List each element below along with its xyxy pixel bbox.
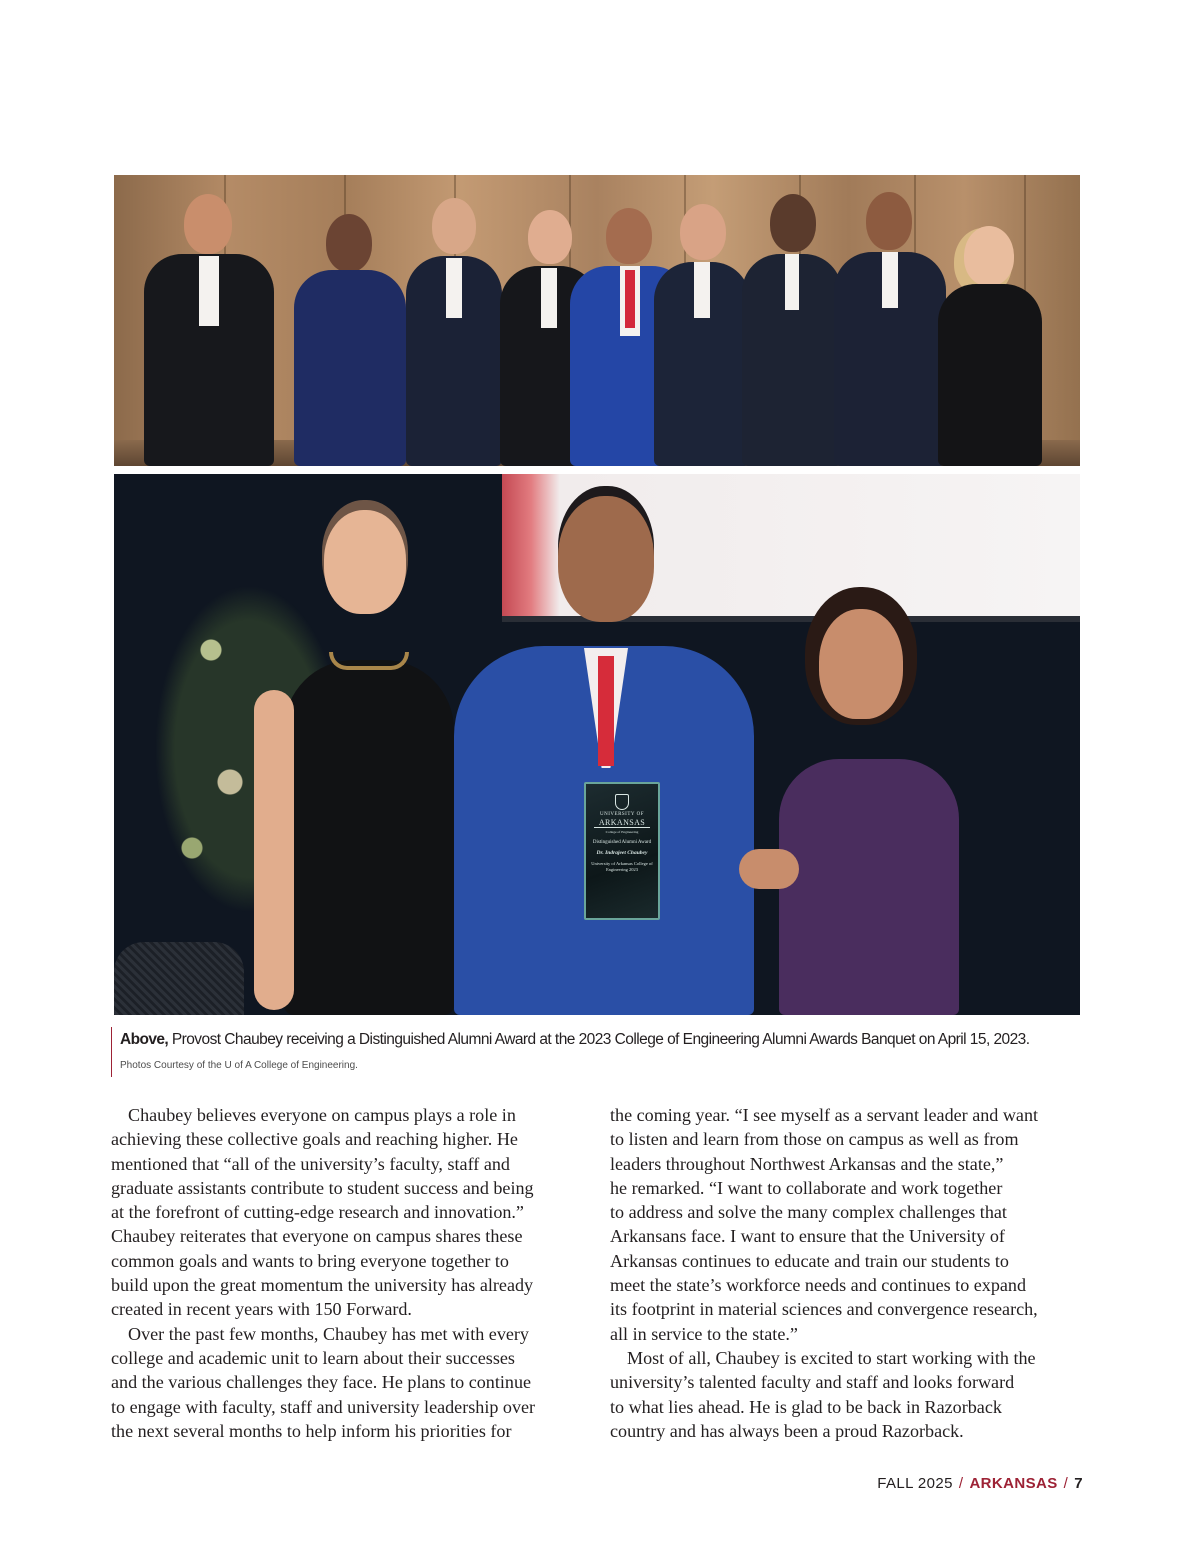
award-photo: [114, 474, 1080, 1015]
chair: [114, 942, 244, 1015]
group-person: [938, 226, 1042, 466]
caption-body: Provost Chaubey receiving a Distinguished Alumni Award at the 2023 College of Engineering Alumni Awards Banquet on April 15, 2023.: [168, 1031, 1030, 1048]
presenter-right: [739, 609, 969, 1015]
body-line: to address and solve the many complex challenges that: [610, 1202, 1007, 1223]
body-line: meet the state’s workforce needs and continues to expand: [610, 1275, 1027, 1296]
caption-text: [120, 1027, 1091, 1050]
group-person: [742, 194, 842, 466]
body-line: he remarked. “I want to collaborate and work together: [610, 1177, 1003, 1198]
presenter-left: [254, 510, 474, 1015]
body-line: college and academic unit to learn about their successes: [111, 1347, 515, 1368]
body-line: created in recent years with 150 Forward.: [111, 1299, 412, 1320]
photo-credit: Photos Courtesy of the U of A College of Engineering.: [120, 1060, 358, 1071]
body-line: Chaubey believes everyone on campus plays a role in: [128, 1105, 516, 1125]
group-person: [834, 192, 946, 466]
body-line: leaders throughout Northwest Arkansas and the state,”: [610, 1153, 1004, 1174]
plaque-recipient: Dr. Indrajeet Chaubey: [596, 850, 648, 856]
body-line: and the various challenges they face. He plans to continue: [111, 1372, 532, 1393]
group-person: [294, 214, 406, 466]
body-line: mentioned that “all of the university’s faculty, staff and: [111, 1153, 510, 1174]
body-line: common goals and wants to bring everyone together to: [111, 1250, 509, 1271]
caption-lead: Above,: [120, 1031, 169, 1048]
university-seal-icon: [615, 794, 629, 810]
body-line: achieving these collective goals and reaching higher. He: [111, 1129, 518, 1150]
body-line: the next several months to help inform his priorities for: [111, 1420, 512, 1441]
folio-separator: /: [1063, 1475, 1069, 1492]
award-plaque: [584, 782, 660, 920]
body-line: Arkansans face. I want to ensure that the University of: [610, 1226, 1005, 1247]
article-column-left: [111, 1103, 583, 1443]
body-line: to listen and learn from those on campus as well as from: [610, 1129, 1019, 1150]
body-line: Chaubey reiterates that everyone on campus shares these: [111, 1226, 523, 1247]
folio-separator: /: [958, 1475, 964, 1492]
body-line: to engage with faculty, staff and university leadership over: [111, 1396, 536, 1417]
plaque-college: College of Engineering: [605, 830, 639, 834]
body-line: all in service to the state.”: [610, 1323, 798, 1344]
body-line: at the forefront of cutting-edge research and innovation.”: [111, 1202, 524, 1223]
body-line: to what lies ahead. He is glad to be back in Razorback: [610, 1396, 1002, 1417]
plaque-subtitle: University of Arkansas College of Engineering 2023: [591, 861, 653, 872]
group-person: [654, 204, 750, 466]
body-line: Most of all, Chaubey is excited to start working with the: [627, 1347, 1036, 1368]
folio-issue: FALL 2025: [877, 1475, 953, 1492]
body-line: Arkansas continues to educate and train our students to: [610, 1250, 1009, 1271]
folio-magazine: ARKANSAS: [969, 1475, 1058, 1492]
plaque-university-name: ARKANSAS: [594, 818, 650, 828]
page-folio: [877, 1475, 1083, 1492]
award-recipient: [444, 496, 764, 1015]
body-line: graduate assistants contribute to student success and being: [111, 1177, 534, 1198]
article-column-right: [610, 1103, 1082, 1443]
group-person: [406, 198, 502, 466]
plaque-award: Distinguished Alumni Award: [592, 840, 652, 845]
body-line: country and has always been a proud Razorback.: [610, 1420, 964, 1441]
body-line: university’s talented faculty and staff and looks forward: [610, 1372, 1015, 1393]
page-number: 7: [1074, 1475, 1083, 1492]
body-line: Over the past few months, Chaubey has met with every: [128, 1323, 529, 1344]
group-photo: [114, 175, 1080, 466]
plaque-university: UNIVERSITY OF: [600, 812, 644, 817]
photo-caption: [111, 1027, 1091, 1077]
body-line: its footprint in material sciences and convergence research,: [610, 1299, 1038, 1320]
body-line: the coming year. “I see myself as a servant leader and want: [610, 1105, 1039, 1125]
body-line: build upon the great momentum the university has already: [111, 1275, 534, 1296]
group-person: [144, 194, 274, 466]
